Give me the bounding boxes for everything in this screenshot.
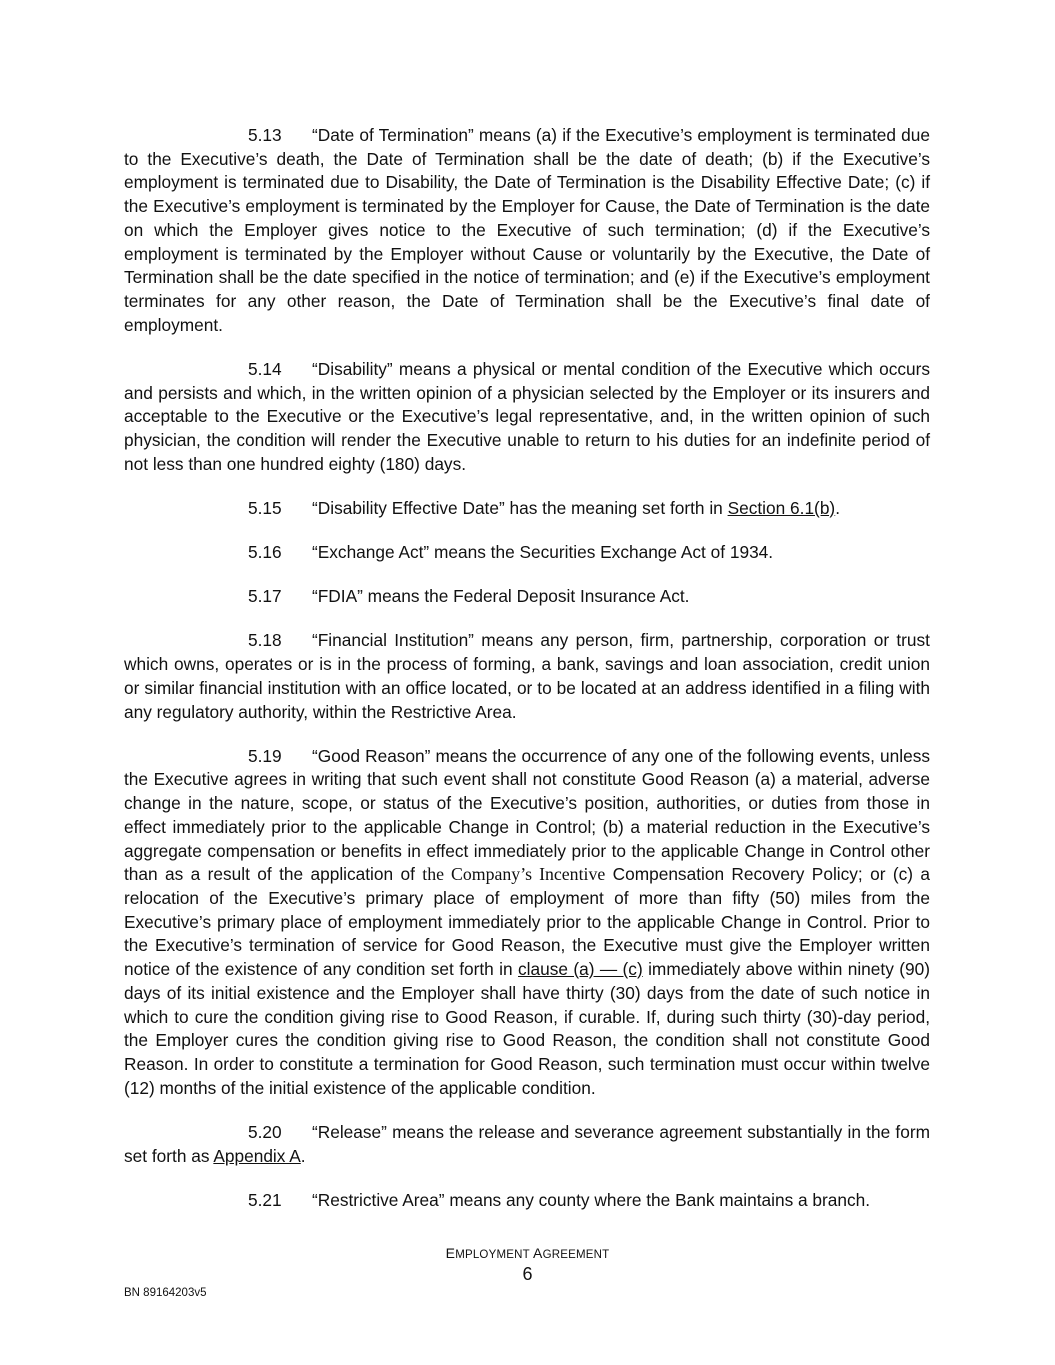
section-text: “FDIA” means the Federal Deposit Insurance Act. <box>312 586 690 607</box>
document-id: BN 89164203v5 <box>124 1287 207 1299</box>
section-5-18 <box>124 629 930 724</box>
section-text: “Release” means the release and severance agreement substantially in the form set forth as <box>124 1121 930 1166</box>
section-text: “Financial Institution” means any person, firm, partnership, corporation or trust which owns, operates or is in the process of forming, a bank, savings and loan association, credit union or similar financial institution with an office located, or to be located at an address identified in a filing with any regulatory authority, within the Restrictive Area. <box>124 630 930 722</box>
section-5-20 <box>124 1121 930 1168</box>
section-text: “Disability Effective Date” has the meaning set forth in <box>312 497 728 518</box>
section-number: 5.13 <box>248 125 282 145</box>
section-number: 5.16 <box>248 542 282 563</box>
section-text: “Exchange Act” means the Securities Exchange Act of 1934. <box>312 542 774 563</box>
section-number: 5.17 <box>248 586 282 607</box>
section-text-serif: the Company’s Incentive <box>422 864 606 885</box>
footer-title-part: MPLOYMENT <box>455 1249 534 1261</box>
footer-title-part: GREEMENT <box>542 1249 610 1261</box>
footer-document-title <box>0 1245 1055 1261</box>
section-number: 5.19 <box>248 745 282 766</box>
section-5-19 <box>124 745 930 1101</box>
section-number: 5.21 <box>248 1189 282 1210</box>
clause-reference-link[interactable]: clause (a) — (c) <box>518 959 643 980</box>
section-number: 5.18 <box>248 630 282 651</box>
section-text-continued: Compensation Recovery Policy; or (c) a relocation of the Executive’s primary place of employment of more than fifty (50) miles from the Executive’s primary place of employment immediately prior to the applicable Change in Control. Prior to the Executive’s termination of service for Good Reason, the Executive must give the Employer written notice of the existence of any condition set forth in <box>124 864 930 980</box>
section-number: 5.20 <box>248 1121 282 1142</box>
appendix-reference-link[interactable]: Appendix A <box>213 1145 301 1166</box>
section-text-end: . <box>835 497 840 518</box>
document-body <box>124 124 930 1233</box>
section-text-end: immediately above within ninety (90) days of its initial existence and the Employer shall have thirty (30) days from the date of such notice in which to cure the condition giving rise to Good Reason, if curable. If, during such thirty (30)-day period, the Employer cures the condition giving rise to Good Reason, the condition shall not constitute Good Reason. In order to constitute a termination for Good Reason, such termination must occur within twelve (12) months of the initial existence of the applicable condition. <box>124 959 930 1098</box>
page-number: 6 <box>522 1264 533 1284</box>
section-text: “Date of Termination” means (a) if the Executive’s employment is terminated due to the Executive’s death, the Date of Termination shall be the date of death; (b) if the Executive’s employment is terminated due to Disability, the Date of Termination is the Disability Effective Date; (c) if the Executive’s employment is terminated by the Employer for Cause, the Date of Termination is the date on which the Employer gives notice to the Executive of such termination; (d) if the Executive’s employment is terminated by the Employer without Cause or voluntarily by the Executive, the Date of Termination shall be the date specified in the notice of termination; and (e) if the Executive’s employment terminates for any other reason, the Date of Termination shall be the Executive’s final date of employment. <box>124 125 930 335</box>
section-text: “Disability” means a physical or mental condition of the Executive which occurs and persists and which, in the written opinion of a physician selected by the Employer or its insurers and acceptable to the Executive or the Executive’s legal representative, and, in the written opinion of such physician, the condition will render the Executive unable to return to his duties for an indefinite period of not less than one hundred eighty (180) days. <box>124 358 930 474</box>
section-5-13 <box>124 124 930 337</box>
section-number: 5.14 <box>248 358 282 379</box>
section-text: “Good Reason” means the occurrence of any one of the following events, unless the Executive agrees in writing that such event shall not constitute Good Reason (a) a material, adverse change in the nature, scope, or status of the Executive’s position, authorities, or duties from those in effect immediately prior to the applicable Change in Control; (b) a material reduction in the Executive’s aggregate compensation or benefits in effect immediately prior to the applicable Change in Control other than as a result of the application of <box>124 745 930 885</box>
section-text-end: . <box>300 1145 306 1166</box>
section-5-21 <box>248 1189 930 1213</box>
footer-title-initial: E <box>445 1245 456 1261</box>
section-reference-link[interactable]: Section 6.1(b) <box>727 497 836 518</box>
section-5-14 <box>124 358 930 477</box>
footer-title-initial: A <box>533 1245 543 1261</box>
section-5-17 <box>248 585 930 609</box>
section-5-16 <box>248 541 930 565</box>
section-5-15 <box>248 497 930 521</box>
section-number: 5.15 <box>248 497 282 518</box>
section-text: “Restrictive Area” means any county where the Bank maintains a branch. <box>312 1189 871 1210</box>
